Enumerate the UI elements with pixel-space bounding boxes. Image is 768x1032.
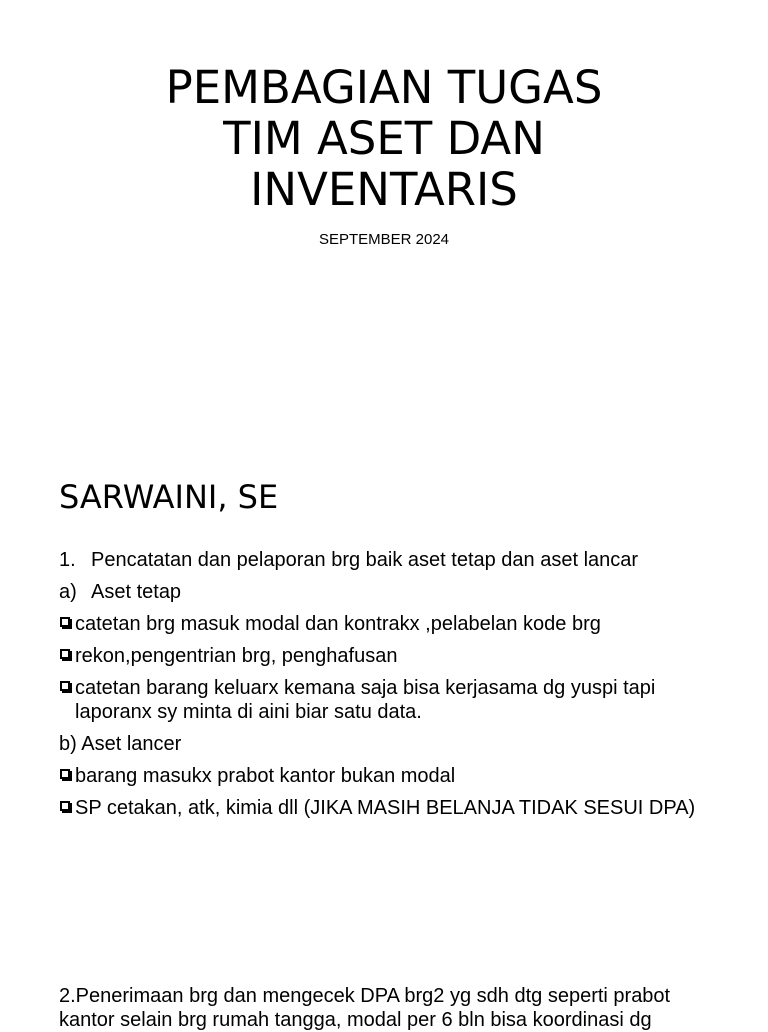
item-text: Pencatatan dan pelaporan brg baik aset tetap dan aset lancar — [91, 549, 639, 571]
item-text: catetan brg masuk modal dan kontrakx ,pelabelan kode brg — [75, 613, 601, 635]
item-number: 1. — [59, 549, 76, 571]
item-letter: a) — [59, 581, 77, 603]
list-item — [59, 732, 699, 756]
checkbox-bullet-icon — [59, 676, 75, 724]
list-item — [59, 548, 699, 572]
list-item — [59, 676, 699, 724]
list-item — [59, 796, 699, 820]
item-text: Aset tetap — [91, 581, 182, 603]
person-name: SARWAINI, SE — [59, 478, 279, 516]
title-line-1: PEMBAGIAN TUGAS — [165, 61, 603, 114]
checkbox-bullet-icon — [59, 796, 75, 820]
slide-title — [0, 62, 768, 215]
item-text: rekon,pengentrian brg, penghafusan — [75, 645, 398, 667]
item-text: b) Aset lancer — [59, 733, 182, 755]
checkbox-bullet-icon — [59, 612, 75, 636]
item-text: barang masukx prabot kantor bukan modal — [75, 765, 456, 787]
list-item — [59, 580, 699, 604]
item-2-paragraph: 2.Penerimaan brg dan mengecek DPA brg2 yg sdh dtg seperti prabot kantor selain brg rumah tangga, modal per 6 bln bisa koordinasi dg — [59, 985, 671, 1031]
list-item — [59, 764, 699, 788]
checkbox-bullet-icon — [59, 764, 75, 788]
checkbox-bullet-icon — [59, 644, 75, 668]
slide-subtitle: SEPTEMBER 2024 — [318, 231, 450, 248]
task-list — [59, 548, 699, 828]
title-line-3: INVENTARIS — [250, 163, 518, 216]
item-text: catetan barang keluarx kemana saja bisa kerjasama dg yuspi tapi laporanx sy minta di aini biar satu data. — [75, 677, 656, 723]
item-text: SP cetakan, atk, kimia dll (JIKA MASIH BELANJA TIDAK SESUI DPA) — [75, 797, 696, 819]
title-line-2: TIM ASET DAN — [223, 112, 545, 165]
list-item — [59, 612, 699, 636]
list-item — [59, 644, 699, 668]
